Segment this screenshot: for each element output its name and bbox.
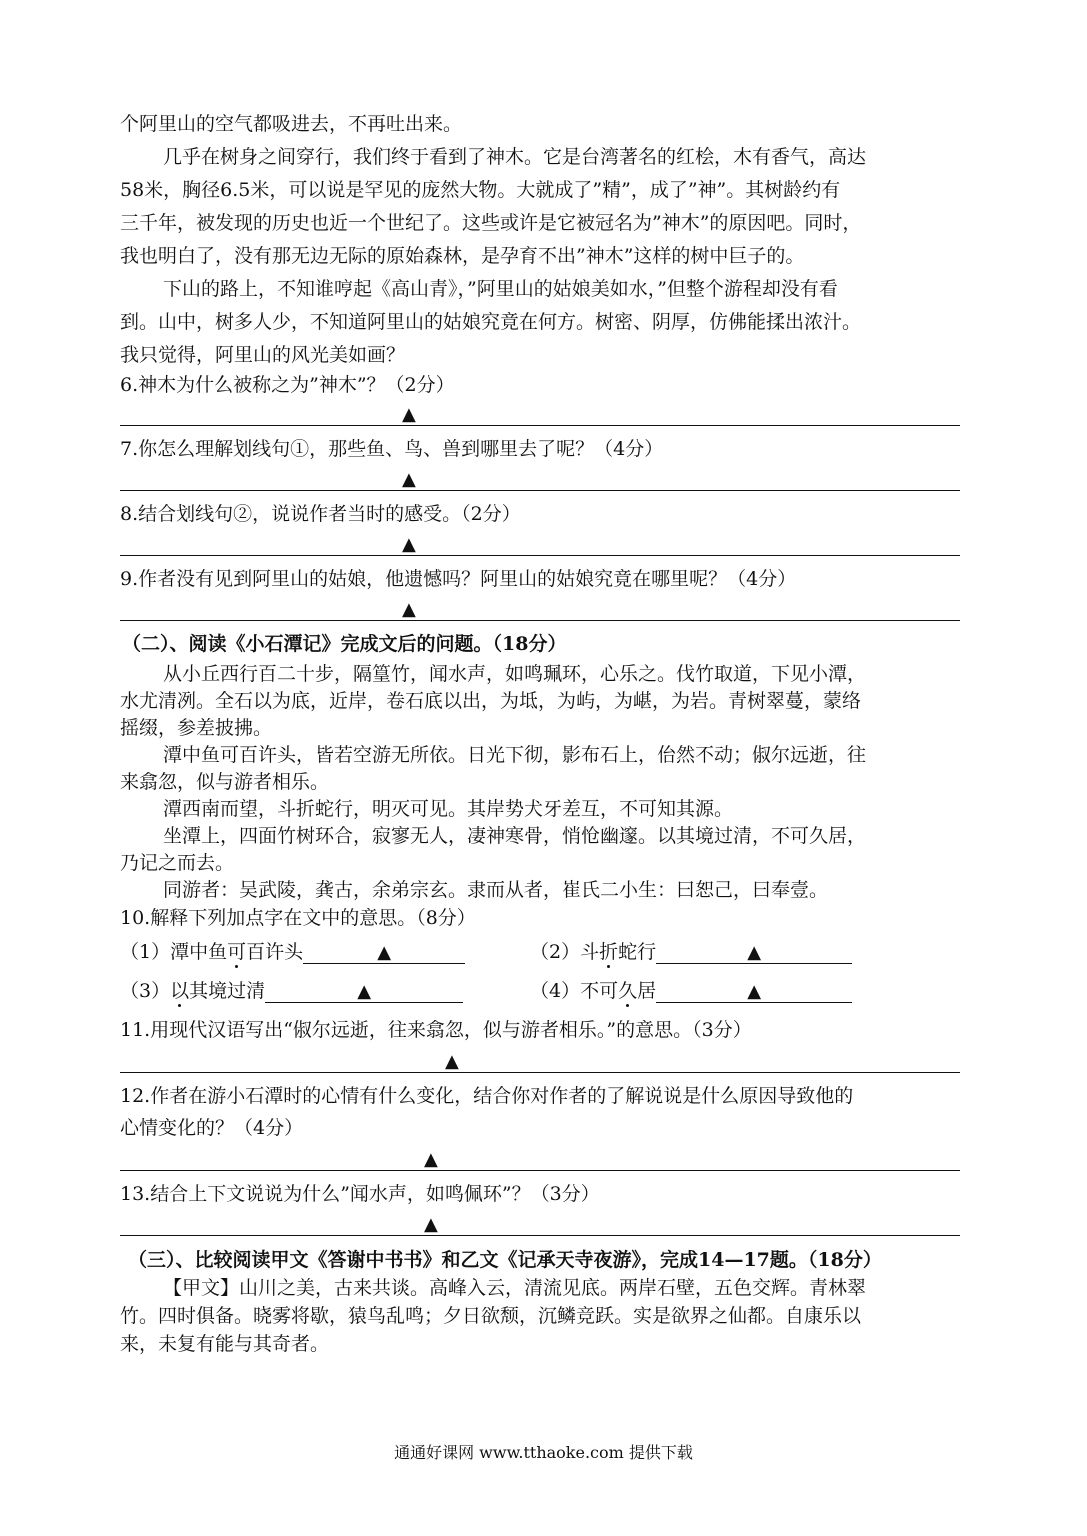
passage-line: 我只觉得，阿里山的风光美如画？ <box>120 344 406 366</box>
answer-marker: ▲ <box>402 534 416 555</box>
classical-line: 来翕忽，似与游者相乐。 <box>120 771 330 793</box>
answer-marker: ▲ <box>402 404 416 425</box>
q10-item-4: （4）不可久居 ▲ <box>530 979 852 1003</box>
classical-line: 从小丘西行百二十步，隔篁竹，闻水声，如鸣珮环，心乐之。伐竹取道，下见小潭， <box>163 663 867 685</box>
question-11: 11.用现代汉语写出“俶尔远逝，往来翕忽，似与游者相乐。”的意思。（3分） <box>120 1019 752 1041</box>
answer-line-7[interactable] <box>120 467 960 493</box>
section-3-heading: （三）、比较阅读甲文《答谢中书书》和乙文《记承天寺夜游》，完成14—17题。（18分） <box>128 1249 882 1271</box>
question-6: 6.神木为什么被称之为”神木”？（2分） <box>120 374 455 396</box>
passage-line: 几乎在树身之间穿行，我们终于看到了神木。它是台湾著名的红桧，木有香气，高达 <box>163 146 867 168</box>
question-12-cont: 心情变化的？（4分） <box>120 1117 304 1139</box>
dotted-char: 折 <box>599 941 619 963</box>
question-10: 10.解释下列加点字在文中的意思。（8分） <box>120 907 476 929</box>
answer-marker: ▲ <box>424 1214 438 1235</box>
dotted-char: 久 <box>618 980 638 1002</box>
q10-item-3: （3）以其境过清 ▲ <box>120 979 463 1003</box>
section-2-heading: （二）、阅读《小石潭记》完成文后的问题。（18分） <box>122 633 567 655</box>
passage-line: 到。山中，树多人少，不知道阿里山的姑娘究竟在何方。树密、阴厚，仿佛能揉出浓汁。 <box>120 311 862 333</box>
passage-line: 三千年，被发现的历史也近一个世纪了。这些或许是它被冠名为”神木”的原因吧。同时， <box>120 212 862 234</box>
answer-line-6[interactable] <box>120 402 960 428</box>
blank-4[interactable]: ▲ <box>656 982 852 1003</box>
question-12: 12.作者在游小石潭时的心情有什么变化，结合你对作者的了解说说是什么原因导致他的 <box>120 1085 854 1107</box>
passage-line: 个阿里山的空气都吸进去，不再吐出来。 <box>120 113 463 135</box>
classical-line: 坐潭上，四面竹树环合，寂寥无人，凄神寒骨，悄怆幽邃。以其境过清，不可久居， <box>163 825 867 847</box>
passage-line: 我也明白了，没有那无边无际的原始森林，是孕育不出”神木”这样的树中巨子的。 <box>120 245 805 267</box>
answer-line-11[interactable] <box>120 1049 960 1075</box>
q10-item-1: （1）潭中鱼可百许头 ▲ <box>120 940 465 964</box>
dotted-char: 以 <box>170 980 190 1002</box>
answer-line-13[interactable] <box>120 1212 960 1238</box>
classical-line: 乃记之而去。 <box>120 852 235 874</box>
question-8: 8.结合划线句②，说说作者当时的感受。（2分） <box>120 503 521 525</box>
passage-line: 下山的路上，不知谁哼起《高山青》，”阿里山的姑娘美如水，”但整个游程却没有看 <box>163 278 838 300</box>
passage-line: 58米，胸径6.5米，可以说是罕见的庞然大物。大就成了”精”，成了”神”。其树龄约有 <box>120 179 841 201</box>
classical-line: 同游者：吴武陵，龚古，余弟宗玄。隶而从者，崔氏二小生：曰恕己，曰奉壹。 <box>163 879 829 901</box>
blank-1[interactable]: ▲ <box>303 943 465 964</box>
dotted-char: 可 <box>227 941 247 963</box>
classical-line: 竹。四时俱备。晓雾将歇，猿鸟乱鸣；夕日欲颓，沉鳞竞跃。实是欲界之仙都。自康乐以 <box>120 1305 862 1327</box>
page-footer: 通通好课网 www.tthaoke.com 提供下载 <box>394 1443 693 1462</box>
classical-line: 潭中鱼可百许头，皆若空游无所依。日光下彻，影布石上，佁然不动；俶尔远逝，往 <box>163 744 867 766</box>
question-13: 13.结合上下文说说为什么”闻水声，如鸣佩环”？（3分） <box>120 1183 600 1205</box>
answer-marker: ▲ <box>402 599 416 620</box>
answer-line-12[interactable] <box>120 1147 960 1173</box>
question-9: 9.作者没有见到阿里山的姑娘，他遗憾吗？阿里山的姑娘究竟在哪里呢？（4分） <box>120 568 797 590</box>
answer-marker: ▲ <box>424 1149 438 1170</box>
answer-marker: ▲ <box>402 469 416 490</box>
answer-marker: ▲ <box>445 1051 459 1072</box>
classical-line: 潭西南而望，斗折蛇行，明灭可见。其岸势犬牙差互，不可知其源。 <box>163 798 734 820</box>
blank-2[interactable]: ▲ <box>656 943 852 964</box>
question-7: 7.你怎么理解划线句①，那些鱼、鸟、兽到哪里去了呢？（4分） <box>120 438 664 460</box>
classical-line: 摇缀，参差披拂。 <box>120 717 273 739</box>
answer-line-9[interactable] <box>120 597 960 623</box>
answer-line-8[interactable] <box>120 532 960 558</box>
q10-item-2: （2）斗折蛇行 ▲ <box>530 940 852 964</box>
blank-3[interactable]: ▲ <box>265 982 463 1003</box>
classical-line: 来，未复有能与其奇者。 <box>120 1333 330 1355</box>
classical-line: 【甲文】山川之美，古来共谈。高峰入云，清流见底。两岸石壁，五色交辉。青林翠 <box>163 1277 867 1299</box>
classical-line: 水尤清冽。全石以为底，近岸，卷石底以出，为坻，为屿，为嵁，为岩。青树翠蔓，蒙络 <box>120 690 862 712</box>
